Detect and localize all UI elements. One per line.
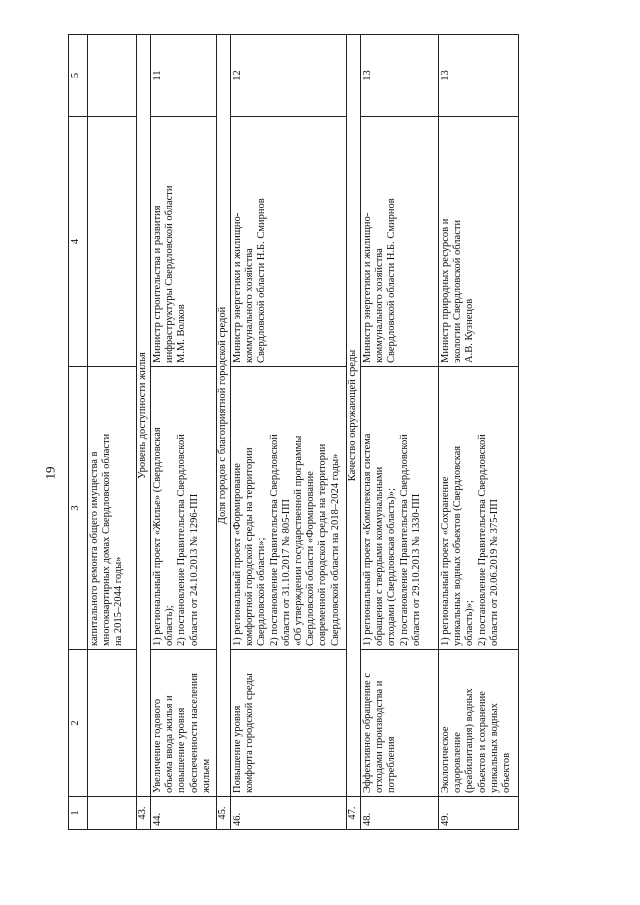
row-number: 44. bbox=[151, 797, 217, 830]
page-number: 19 bbox=[42, 466, 57, 480]
responsible-cell: Министр энергетики и жилищно- коммунального хозяйства Свердловской области Н.Б. Смирнов bbox=[231, 117, 347, 367]
row-number: 45. bbox=[217, 797, 231, 830]
goal-cell: Экологическое оздоровление (реабилитация) водных объектов и сохранение уникальных водных объектов bbox=[439, 650, 519, 797]
header-cell: 3 bbox=[69, 367, 88, 650]
goal-cell: Повышение уровня комфорта городской среды bbox=[231, 650, 347, 797]
header-row bbox=[69, 35, 88, 830]
measures-cell: 1) региональный проект «Формирование комфортной городской среды на территории Свердловской области»; 2) постановление Правительства Свердловской области от 31.10.2017 № 805-ПП «Об утверждении государственной программы Свердловской области «Формирование современной городской среды на территории Свердловской области на 2018–2024 годы» bbox=[231, 367, 347, 650]
row-number: 49. bbox=[439, 797, 519, 830]
section-row bbox=[217, 35, 231, 830]
page-ref-cell: 12 bbox=[231, 35, 347, 117]
section-row bbox=[347, 35, 361, 830]
header-cell: 2 bbox=[69, 650, 88, 797]
goals-table bbox=[68, 34, 519, 830]
responsible-cell: Министр природных ресурсов и экологии Свердловской области А.В. Кузнецов bbox=[439, 117, 519, 367]
measures-cell: 1) региональный проект «Комплексная система обращения с твердыми коммунальными отходами (Свердловская область)»; 2) постановление Правительства Свердловской области от 29.10.2013 № 1330-ПП bbox=[361, 367, 439, 650]
header-cell: 5 bbox=[69, 35, 88, 117]
table-row bbox=[439, 35, 519, 830]
goal-cell: Эффективное обращение с отходами производства и потребления bbox=[361, 650, 439, 797]
row-number: 46. bbox=[231, 797, 347, 830]
table-row bbox=[231, 35, 347, 830]
goal-cell: Увеличение годового объема ввода жилья и повышение уровня обеспеченности населения жильем bbox=[151, 650, 217, 797]
responsible-cell: Министр энергетики и жилищно- коммунального хозяйства Свердловской области Н.Б. Смирнов bbox=[361, 117, 439, 367]
section-title: Качество окружающей среды bbox=[347, 35, 361, 797]
measures-cell: 1) региональный проект «Жилье» (Свердловская область); 2) постановление Правительства Свердловской области от 24.10.2013 № 1296-ПП bbox=[151, 367, 217, 650]
row-number: 47. bbox=[347, 797, 361, 830]
section-row bbox=[137, 35, 151, 830]
page-ref-cell: 11 bbox=[151, 35, 217, 117]
header-cell: 4 bbox=[69, 117, 88, 367]
responsible-cell: Министр строительства и развития инфраструктуры Свердловской области М.М. Волков bbox=[151, 117, 217, 367]
row-number: 48. bbox=[361, 797, 439, 830]
measures-cell: капитального ремонта общего имущества в многоквартирных домах Свердловской области на 2015–2044 годы» bbox=[88, 367, 137, 650]
table-row bbox=[151, 35, 217, 830]
header-cell: 1 bbox=[69, 797, 88, 830]
page-ref-cell: 13 bbox=[439, 35, 519, 117]
rotated-table-page bbox=[68, 35, 596, 830]
table-row-continuation bbox=[88, 35, 137, 830]
table-row bbox=[361, 35, 439, 830]
measures-cell: 1) региональный проект «Сохранение уникальных водных объектов (Свердловская область)»; 2) постановление Правительства Свердловской области от 20.06.2019 № 375-ПП bbox=[439, 367, 519, 650]
section-title: Уровень доступности жилья bbox=[137, 35, 151, 797]
section-title: Доля городов с благоприятной городской средой bbox=[217, 35, 231, 797]
page-ref-cell: 13 bbox=[361, 35, 439, 117]
row-number: 43. bbox=[137, 797, 151, 830]
